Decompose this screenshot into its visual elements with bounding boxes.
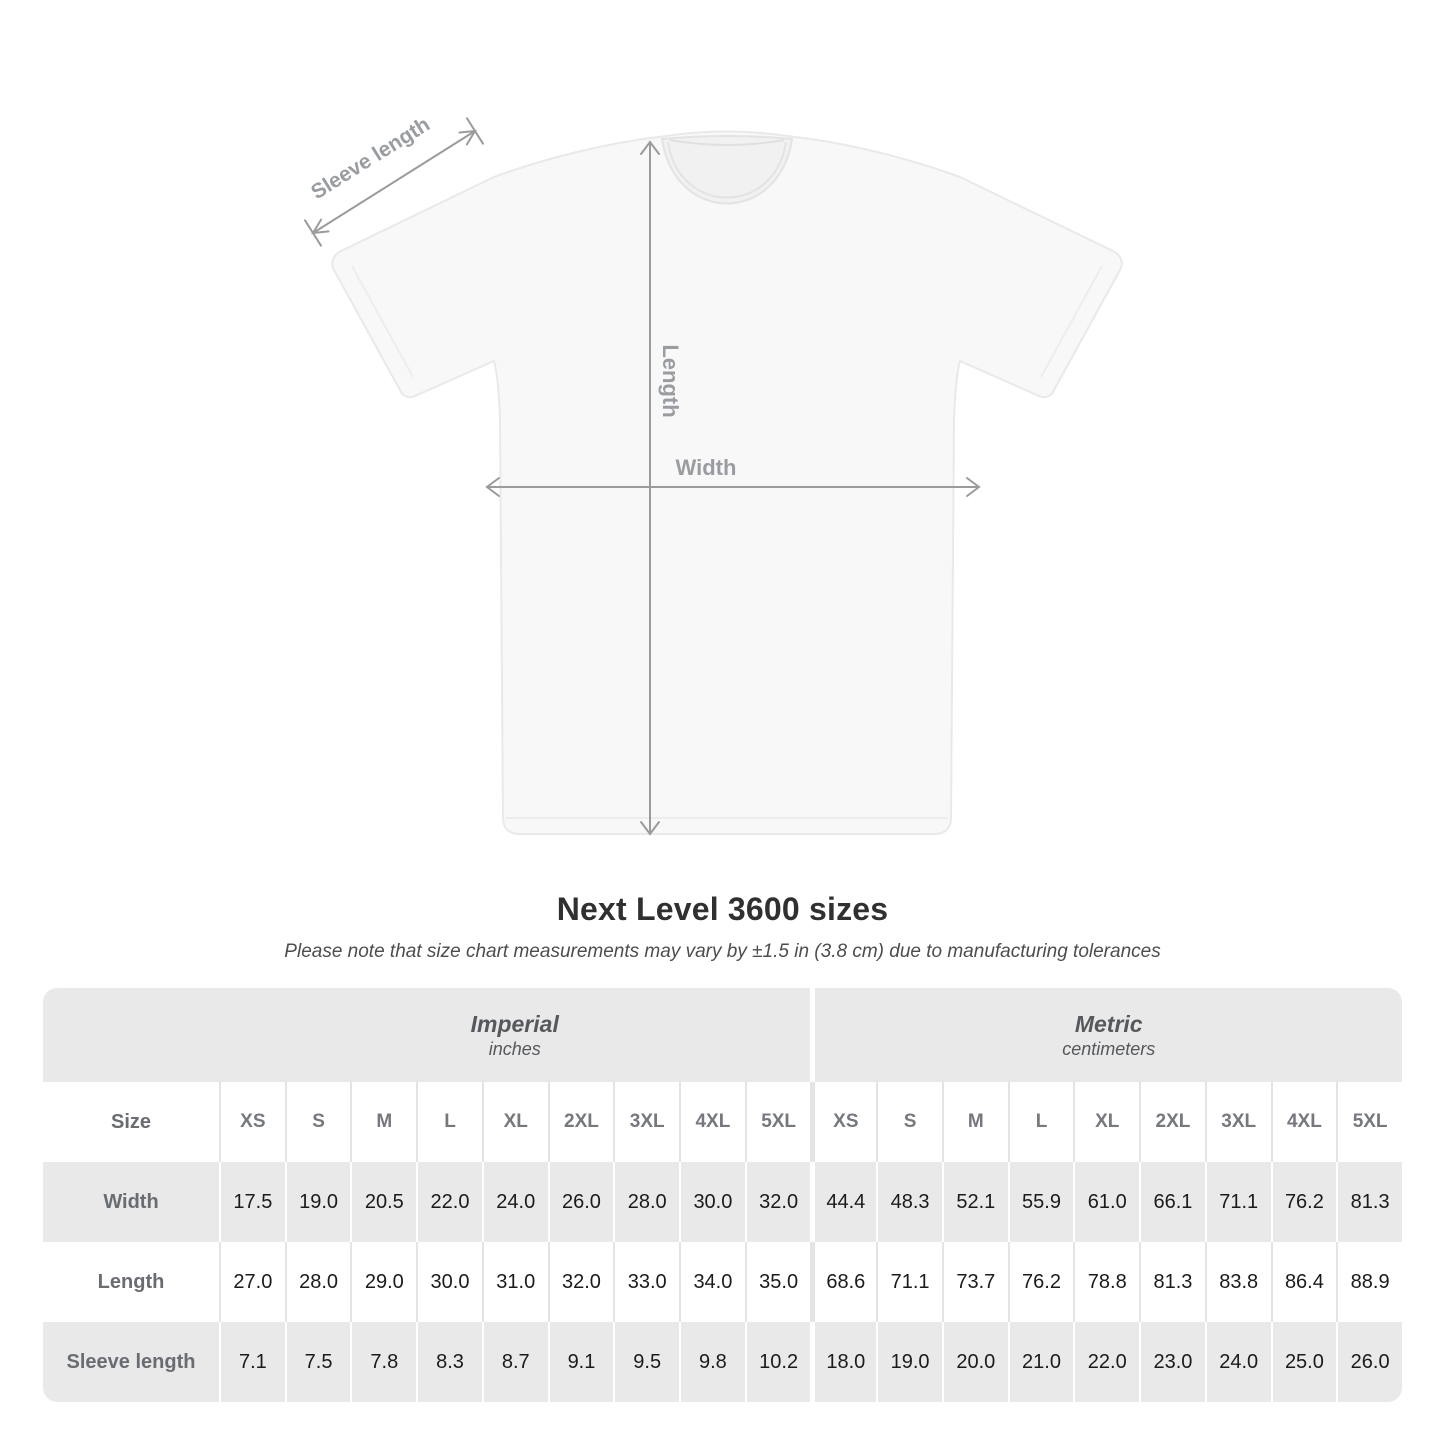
size-col-header-imperial-4xl: 4XL (679, 1082, 745, 1162)
measure-value: 48.3 (876, 1162, 942, 1242)
measure-row-label: Length (43, 1242, 219, 1322)
measure-value: 78.8 (1073, 1242, 1139, 1322)
unit-group-header-metric (810, 988, 1402, 1082)
measure-value: 81.3 (1336, 1162, 1402, 1242)
size-col-header-imperial-s: S (285, 1082, 351, 1162)
size-col-header-metric-3xl: 3XL (1205, 1082, 1271, 1162)
measure-value: 30.0 (416, 1242, 482, 1322)
size-col-header-metric-xl: XL (1073, 1082, 1139, 1162)
measure-value: 22.0 (416, 1162, 482, 1242)
measure-value: 17.5 (219, 1162, 285, 1242)
table-corner-spacer (43, 988, 219, 1082)
measure-value: 71.1 (876, 1242, 942, 1322)
unit-group-title: Imperial (470, 1010, 559, 1037)
measure-value: 24.0 (1205, 1322, 1271, 1402)
measure-row-label: Sleeve length (43, 1322, 219, 1402)
size-col-header-metric-s: S (876, 1082, 942, 1162)
size-col-header-imperial-2xl: 2XL (548, 1082, 614, 1162)
size-table (43, 988, 1402, 1402)
size-col-header-imperial-l: L (416, 1082, 482, 1162)
measure-row-label: Width (43, 1162, 219, 1242)
unit-group-title: Metric (1074, 1010, 1143, 1037)
size-col-header-metric-m: M (942, 1082, 1008, 1162)
tshirt-body (332, 132, 1122, 835)
measure-value: 20.0 (942, 1322, 1008, 1402)
measure-value: 20.5 (350, 1162, 416, 1242)
measure-value: 7.5 (285, 1322, 351, 1402)
measure-value: 9.5 (613, 1322, 679, 1402)
measure-value: 26.0 (548, 1162, 614, 1242)
measure-value: 19.0 (876, 1322, 942, 1402)
unit-group-subtitle: centimeters (1062, 1038, 1156, 1059)
sleeve-length-label: Sleeve length (307, 112, 435, 205)
measure-value: 21.0 (1008, 1322, 1074, 1402)
measure-value: 32.0 (745, 1162, 811, 1242)
measure-value: 28.0 (285, 1242, 351, 1322)
size-col-header-metric-4xl: 4XL (1271, 1082, 1337, 1162)
page-title: Next Level 3600 sizes (556, 891, 889, 927)
size-col-header-metric-2xl: 2XL (1139, 1082, 1205, 1162)
measure-value: 28.0 (613, 1162, 679, 1242)
measure-value: 76.2 (1271, 1162, 1337, 1242)
measure-value: 7.1 (219, 1322, 285, 1402)
measure-value: 76.2 (1008, 1242, 1074, 1322)
measure-value: 86.4 (1271, 1242, 1337, 1322)
measure-value: 8.3 (416, 1322, 482, 1402)
measure-value: 66.1 (1139, 1162, 1205, 1242)
measure-value: 33.0 (613, 1242, 679, 1322)
measure-value: 25.0 (1271, 1322, 1337, 1402)
measure-value: 24.0 (482, 1162, 548, 1242)
size-col-header-metric-xs: XS (810, 1082, 876, 1162)
measure-value: 29.0 (350, 1242, 416, 1322)
measure-value: 61.0 (1073, 1162, 1139, 1242)
size-col-header-metric-5xl: 5XL (1336, 1082, 1402, 1162)
measure-value: 18.0 (810, 1322, 876, 1402)
size-col-header-imperial-xs: XS (219, 1082, 285, 1162)
width-label: Width (675, 455, 737, 480)
measure-value: 71.1 (1205, 1162, 1271, 1242)
measure-value: 22.0 (1073, 1322, 1139, 1402)
measure-value: 73.7 (942, 1242, 1008, 1322)
size-col-header-imperial-xl: XL (482, 1082, 548, 1162)
size-row-label: Size (43, 1082, 219, 1162)
size-col-header-imperial-m: M (350, 1082, 416, 1162)
measure-value: 9.1 (548, 1322, 614, 1402)
measure-value: 30.0 (679, 1162, 745, 1242)
measure-value: 81.3 (1139, 1242, 1205, 1322)
measure-value: 68.6 (810, 1242, 876, 1322)
measure-value: 52.1 (942, 1162, 1008, 1242)
measure-value: 83.8 (1205, 1242, 1271, 1322)
size-col-header-imperial-3xl: 3XL (613, 1082, 679, 1162)
tolerance-note: Please note that size chart measurements may vary by ±1.5 in (3.8 cm) due to manufacturing tolerances (284, 941, 1161, 962)
measure-value: 8.7 (482, 1322, 548, 1402)
measure-value: 9.8 (679, 1322, 745, 1402)
measure-value: 19.0 (285, 1162, 351, 1242)
size-col-header-imperial-5xl: 5XL (745, 1082, 811, 1162)
measure-value: 44.4 (810, 1162, 876, 1242)
measure-value: 88.9 (1336, 1242, 1402, 1322)
measure-value: 31.0 (482, 1242, 548, 1322)
measure-value: 55.9 (1008, 1162, 1074, 1242)
size-col-header-metric-l: L (1008, 1082, 1074, 1162)
measure-value: 27.0 (219, 1242, 285, 1322)
measure-value: 32.0 (548, 1242, 614, 1322)
length-label: Length (658, 344, 683, 418)
unit-group-subtitle: inches (488, 1038, 541, 1059)
measure-value: 23.0 (1139, 1322, 1205, 1402)
measure-value: 26.0 (1336, 1322, 1402, 1402)
measure-value: 34.0 (679, 1242, 745, 1322)
measure-value: 35.0 (745, 1242, 811, 1322)
unit-group-header-imperial (219, 988, 810, 1082)
measure-value: 10.2 (745, 1322, 811, 1402)
measure-value: 7.8 (350, 1322, 416, 1402)
